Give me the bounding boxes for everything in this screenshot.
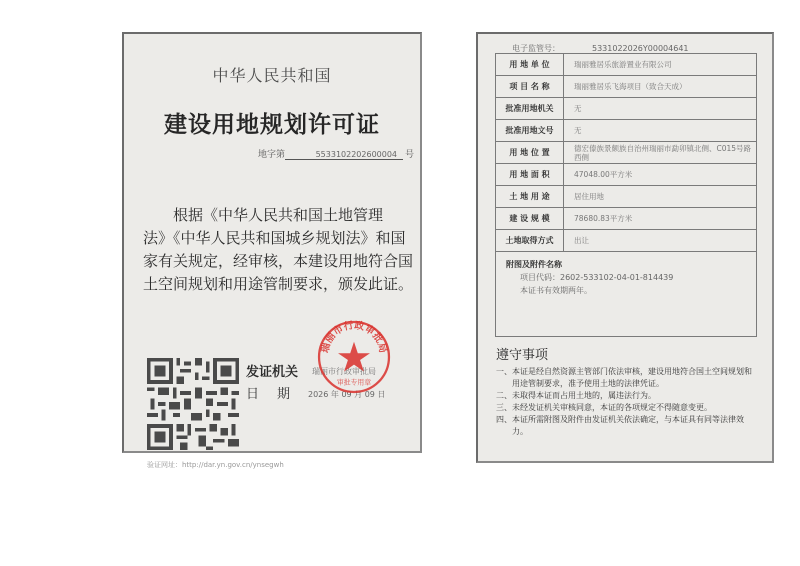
official-seal-icon bbox=[316, 319, 392, 395]
table-row bbox=[496, 208, 757, 230]
row-value: 无 bbox=[564, 120, 757, 142]
issue-date-value: 2026 年 09 月 09 日 bbox=[308, 390, 386, 399]
issuer-value: 瑞丽市行政审批局 bbox=[312, 367, 376, 376]
certificate-front-page bbox=[122, 32, 422, 453]
land-info-table bbox=[495, 53, 757, 337]
table-row bbox=[496, 54, 757, 76]
note-item: 三、未经发证机关审核同意，本证的各项规定不得随意变更。 bbox=[496, 403, 712, 412]
note-item: 一、本证是经自然资源主管部门依法审核，建设用地符合国土空间规划和用途管制要求，准予使用土地的法律凭证。 bbox=[496, 367, 752, 388]
row-value: 无 bbox=[564, 98, 757, 120]
table-row bbox=[496, 76, 757, 98]
row-value: 瑞丽雅居乐飞海项目（致合天成） bbox=[564, 76, 757, 98]
table-row bbox=[496, 186, 757, 208]
row-value: 德宏傣族景颇族自治州瑞丽市勐卯镇北侧、C015号路西侧 bbox=[564, 142, 757, 164]
qr-code-icon[interactable] bbox=[146, 358, 240, 450]
attachments-row bbox=[496, 252, 757, 337]
cert-number-prefix: 地字第 bbox=[258, 150, 286, 160]
table-row bbox=[496, 230, 757, 252]
date-label: 日期 bbox=[246, 387, 309, 402]
certificate-title: 建设用地规划许可证 bbox=[164, 112, 380, 138]
row-value: 出让 bbox=[564, 230, 757, 252]
row-label: 用 地 面 积 bbox=[496, 164, 564, 186]
row-value: 78680.83平方米 bbox=[564, 208, 757, 230]
attachments-cell bbox=[496, 252, 757, 337]
row-label: 批准用地机关 bbox=[496, 98, 564, 120]
seal-inner-text: 审批专用章 bbox=[336, 378, 372, 387]
table-row bbox=[496, 98, 757, 120]
row-label: 项 目 名 称 bbox=[496, 76, 564, 98]
cert-number-suffix: 号 bbox=[405, 150, 415, 160]
notes-title: 遵守事项 bbox=[496, 348, 549, 363]
certificate-back-page bbox=[476, 32, 774, 463]
attachments-title: 附图及附件名称 bbox=[506, 260, 562, 269]
row-label: 土地取得方式 bbox=[496, 230, 564, 252]
supervision-value: 5331022026Y00004641 bbox=[592, 44, 689, 53]
row-label: 用 地 位 置 bbox=[496, 142, 564, 164]
certificate-body-text: 根据《中华人民共和国土地管理法》《中华人民共和国城乡规划法》和国家有关规定，经审核，本建设用地符合国土空间规划和用途管制要求，颁发此证。 bbox=[143, 206, 414, 293]
notes-list bbox=[496, 366, 758, 438]
supervision-label: 电子监管号： bbox=[512, 44, 560, 53]
row-label: 建 设 规 模 bbox=[496, 208, 564, 230]
row-label: 批准用地文号 bbox=[496, 120, 564, 142]
issuer-label: 发证机关 bbox=[246, 365, 299, 380]
certificate-number bbox=[258, 147, 414, 160]
row-value: 47048.00平方米 bbox=[564, 164, 757, 186]
verification-url[interactable]: 验证网址：http://dar.yn.gov.cn/ynsegwh bbox=[147, 461, 284, 469]
cert-number-value: 553310220260000​4 bbox=[285, 150, 403, 160]
row-value: 居住用地 bbox=[564, 186, 757, 208]
table-row bbox=[496, 120, 757, 142]
note-item: 四、本证所需附图及附件由发证机关依法确定，与本证具有同等法律效力。 bbox=[496, 415, 744, 436]
country-name: 中华人民共和国 bbox=[212, 66, 332, 85]
seal-outer-text: 瑞丽市行政审批局 bbox=[319, 320, 389, 355]
row-label: 用 地 单 位 bbox=[496, 54, 564, 76]
row-label: 土 地 用 途 bbox=[496, 186, 564, 208]
table-row bbox=[496, 164, 757, 186]
note-item: 二、未取得本证而占用土地的，属违法行为。 bbox=[496, 391, 656, 400]
attachment-line: 本证书有效期两年。 bbox=[520, 286, 592, 295]
attachment-line: 项目代码：2602-533102-04-01-814439 bbox=[520, 273, 674, 282]
row-value: 瑞丽雅居乐旅游置业有限公司 bbox=[564, 54, 757, 76]
table-row bbox=[496, 142, 757, 164]
